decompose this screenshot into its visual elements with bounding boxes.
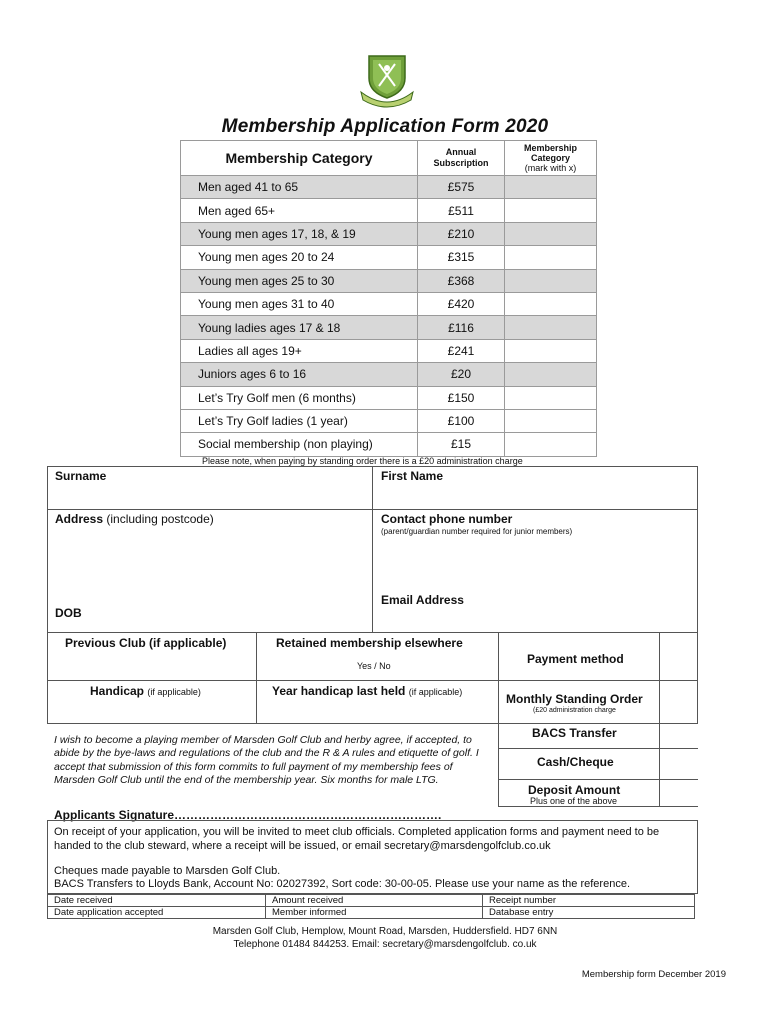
standing-order-checkbox[interactable] (660, 681, 697, 722)
mark-cell[interactable] (505, 246, 597, 269)
price-cell: £511 (418, 199, 505, 222)
header-membership (505, 141, 597, 176)
contact-field[interactable] (373, 540, 696, 588)
mark-cell[interactable] (505, 433, 597, 456)
category-cell: Men aged 65+ (181, 199, 418, 222)
table-row (181, 176, 597, 199)
deposit-note: Plus one of the above (530, 796, 618, 806)
form-version: Membership form December 2019 (581, 969, 726, 980)
mark-cell[interactable] (505, 292, 597, 315)
mark-cell[interactable] (505, 363, 597, 386)
amount-received-cell[interactable]: Amount received (266, 895, 483, 907)
category-cell: Juniors ages 6 to 16 (181, 363, 418, 386)
mark-cell[interactable] (505, 199, 597, 222)
table-row (181, 222, 597, 245)
retained-label: Retained membership elsewhere (276, 636, 463, 650)
price-cell: £20 (418, 363, 505, 386)
header-subscription: Annual Subscription (418, 141, 505, 176)
cheques-paragraph: Cheques made payable to Marsden Golf Club. (54, 865, 281, 877)
member-informed-cell[interactable]: Member informed (266, 907, 483, 919)
year-handicap-label-note: (if applicable) (408, 687, 463, 697)
mark-cell[interactable] (505, 316, 597, 339)
price-cell: £368 (418, 269, 505, 292)
table-row (48, 907, 695, 919)
price-cell: £241 (418, 339, 505, 362)
handicap-label-note: (if applicable) (147, 687, 201, 697)
price-cell: £150 (418, 386, 505, 409)
year-handicap-field[interactable] (257, 699, 497, 722)
year-handicap-label (272, 684, 462, 698)
dob-label: DOB (55, 606, 82, 620)
price-cell: £420 (418, 292, 505, 315)
category-cell: Ladies all ages 19+ (181, 339, 418, 362)
header-membership-note: (mark with x) (524, 163, 577, 173)
handicap-field[interactable] (48, 699, 255, 722)
table-row (181, 409, 597, 432)
first-name-label: First Name (381, 469, 444, 483)
category-cell: Young men ages 25 to 30 (181, 269, 418, 292)
footer-contact: Telephone 01484 844253. Email: secretary@marsdengolfclub. co.uk (233, 939, 537, 950)
bacs-label: BACS Transfer (532, 726, 617, 740)
membership-table (180, 140, 597, 457)
bacs-checkbox[interactable] (660, 724, 697, 747)
club-crest-logo (355, 52, 419, 108)
form-divider (498, 806, 698, 807)
mark-cell[interactable] (505, 176, 597, 199)
mark-cell[interactable] (505, 386, 597, 409)
table-row (181, 433, 597, 456)
standing-order-note: Please note, when paying by standing order there is a £20 administration charge (202, 456, 523, 466)
category-cell: Let’s Try Golf men (6 months) (181, 386, 418, 409)
price-cell: £15 (418, 433, 505, 456)
database-entry-cell[interactable]: Database entry (483, 907, 695, 919)
payment-method-heading: Payment method (527, 652, 624, 666)
bacs-paragraph: BACS Transfers to Lloyds Bank, Account No: 02027392, Sort code: 30-00-05. Please use your name as the reference. (54, 878, 631, 890)
category-cell: Young men ages 31 to 40 (181, 292, 418, 315)
year-handicap-label-text: Year handicap last held (272, 684, 406, 698)
form-divider (47, 723, 498, 724)
yes-no-option[interactable]: Yes / No (357, 661, 391, 671)
standing-order-note: (£20 administration charge (533, 707, 616, 714)
category-cell: Young men ages 17, 18, & 19 (181, 222, 418, 245)
category-cell: Social membership (non playing) (181, 433, 418, 456)
mark-cell[interactable] (505, 409, 597, 432)
price-cell: £116 (418, 316, 505, 339)
mark-cell[interactable] (505, 222, 597, 245)
header-membership-label: Membership Category (523, 143, 577, 163)
email-field[interactable] (373, 608, 696, 631)
mark-cell[interactable] (505, 339, 597, 362)
table-header-row (181, 141, 597, 176)
category-cell: Young ladies ages 17 & 18 (181, 316, 418, 339)
price-cell: £315 (418, 246, 505, 269)
standing-order-label: Monthly Standing Order (506, 692, 643, 706)
address-label-text: Address (55, 512, 104, 526)
contact-note: (parent/guardian number required for junior members) (381, 527, 573, 536)
address-field[interactable] (48, 528, 371, 600)
signature-line[interactable]: Applicants Signature…………………………………………………………. (54, 808, 442, 822)
form-title: Membership Application Form 2020 (221, 116, 549, 137)
surname-label: Surname (55, 469, 107, 483)
date-accepted-cell[interactable]: Date application accepted (48, 907, 266, 919)
address-label-note: (including postcode) (106, 512, 214, 526)
declaration-text: I wish to become a playing member of Marsden Golf Club and herby agree, if accepted, to abide by the bye-laws and regulations of the club and the R & A rules and etiquette of golf. I accept that submission of this form commits to full payment of my membership fees of Marsden Golf Club until the end of the membership year. Six months for male LTG. (54, 734, 479, 787)
dob-field[interactable] (90, 604, 370, 630)
price-cell: £100 (418, 409, 505, 432)
table-row (181, 386, 597, 409)
receipt-number-cell[interactable]: Receipt number (483, 895, 695, 907)
footer-address: Marsden Golf Club, Hemplow, Mount Road, Marsden, Huddersfield. HD7 6NN (212, 926, 558, 937)
table-row (181, 316, 597, 339)
handicap-label (90, 684, 201, 698)
table-row (181, 269, 597, 292)
first-name-field[interactable] (373, 484, 696, 508)
form-divider (47, 632, 698, 633)
mark-cell[interactable] (505, 269, 597, 292)
table-row (181, 246, 597, 269)
deposit-amount-field[interactable] (660, 780, 697, 805)
previous-club-label: Previous Club (if applicable) (65, 636, 227, 650)
cash-cheque-checkbox[interactable] (660, 749, 697, 778)
form-divider (47, 680, 498, 681)
table-row (181, 199, 597, 222)
deposit-label: Deposit Amount (528, 783, 621, 797)
form-border-right (697, 466, 698, 724)
office-use-table (47, 894, 695, 919)
table-row (181, 292, 597, 315)
info-paragraph: On receipt of your application, you will be invited to meet club officials. Completed application forms and payment need to be handed to the club steward, where a receipt will be issued, or email secretary@marsdengolfclub.co.uk (54, 826, 660, 852)
footer (0, 925, 770, 951)
price-cell: £575 (418, 176, 505, 199)
previous-club-field[interactable] (48, 652, 255, 679)
contact-label: Contact phone number (381, 512, 513, 526)
address-label (55, 512, 214, 526)
category-cell: Men aged 41 to 65 (181, 176, 418, 199)
date-received-cell[interactable]: Date received (48, 895, 266, 907)
table-row (48, 895, 695, 907)
table-row (181, 363, 597, 386)
header-category: Membership Category (181, 141, 418, 176)
category-cell: Let’s Try Golf ladies (1 year) (181, 409, 418, 432)
email-label: Email Address (381, 593, 464, 607)
category-cell: Young men ages 20 to 24 (181, 246, 418, 269)
handicap-label-text: Handicap (90, 684, 145, 698)
cash-cheque-label: Cash/Cheque (537, 755, 614, 769)
surname-field[interactable] (48, 484, 371, 508)
price-cell: £210 (418, 222, 505, 245)
table-row (181, 339, 597, 362)
